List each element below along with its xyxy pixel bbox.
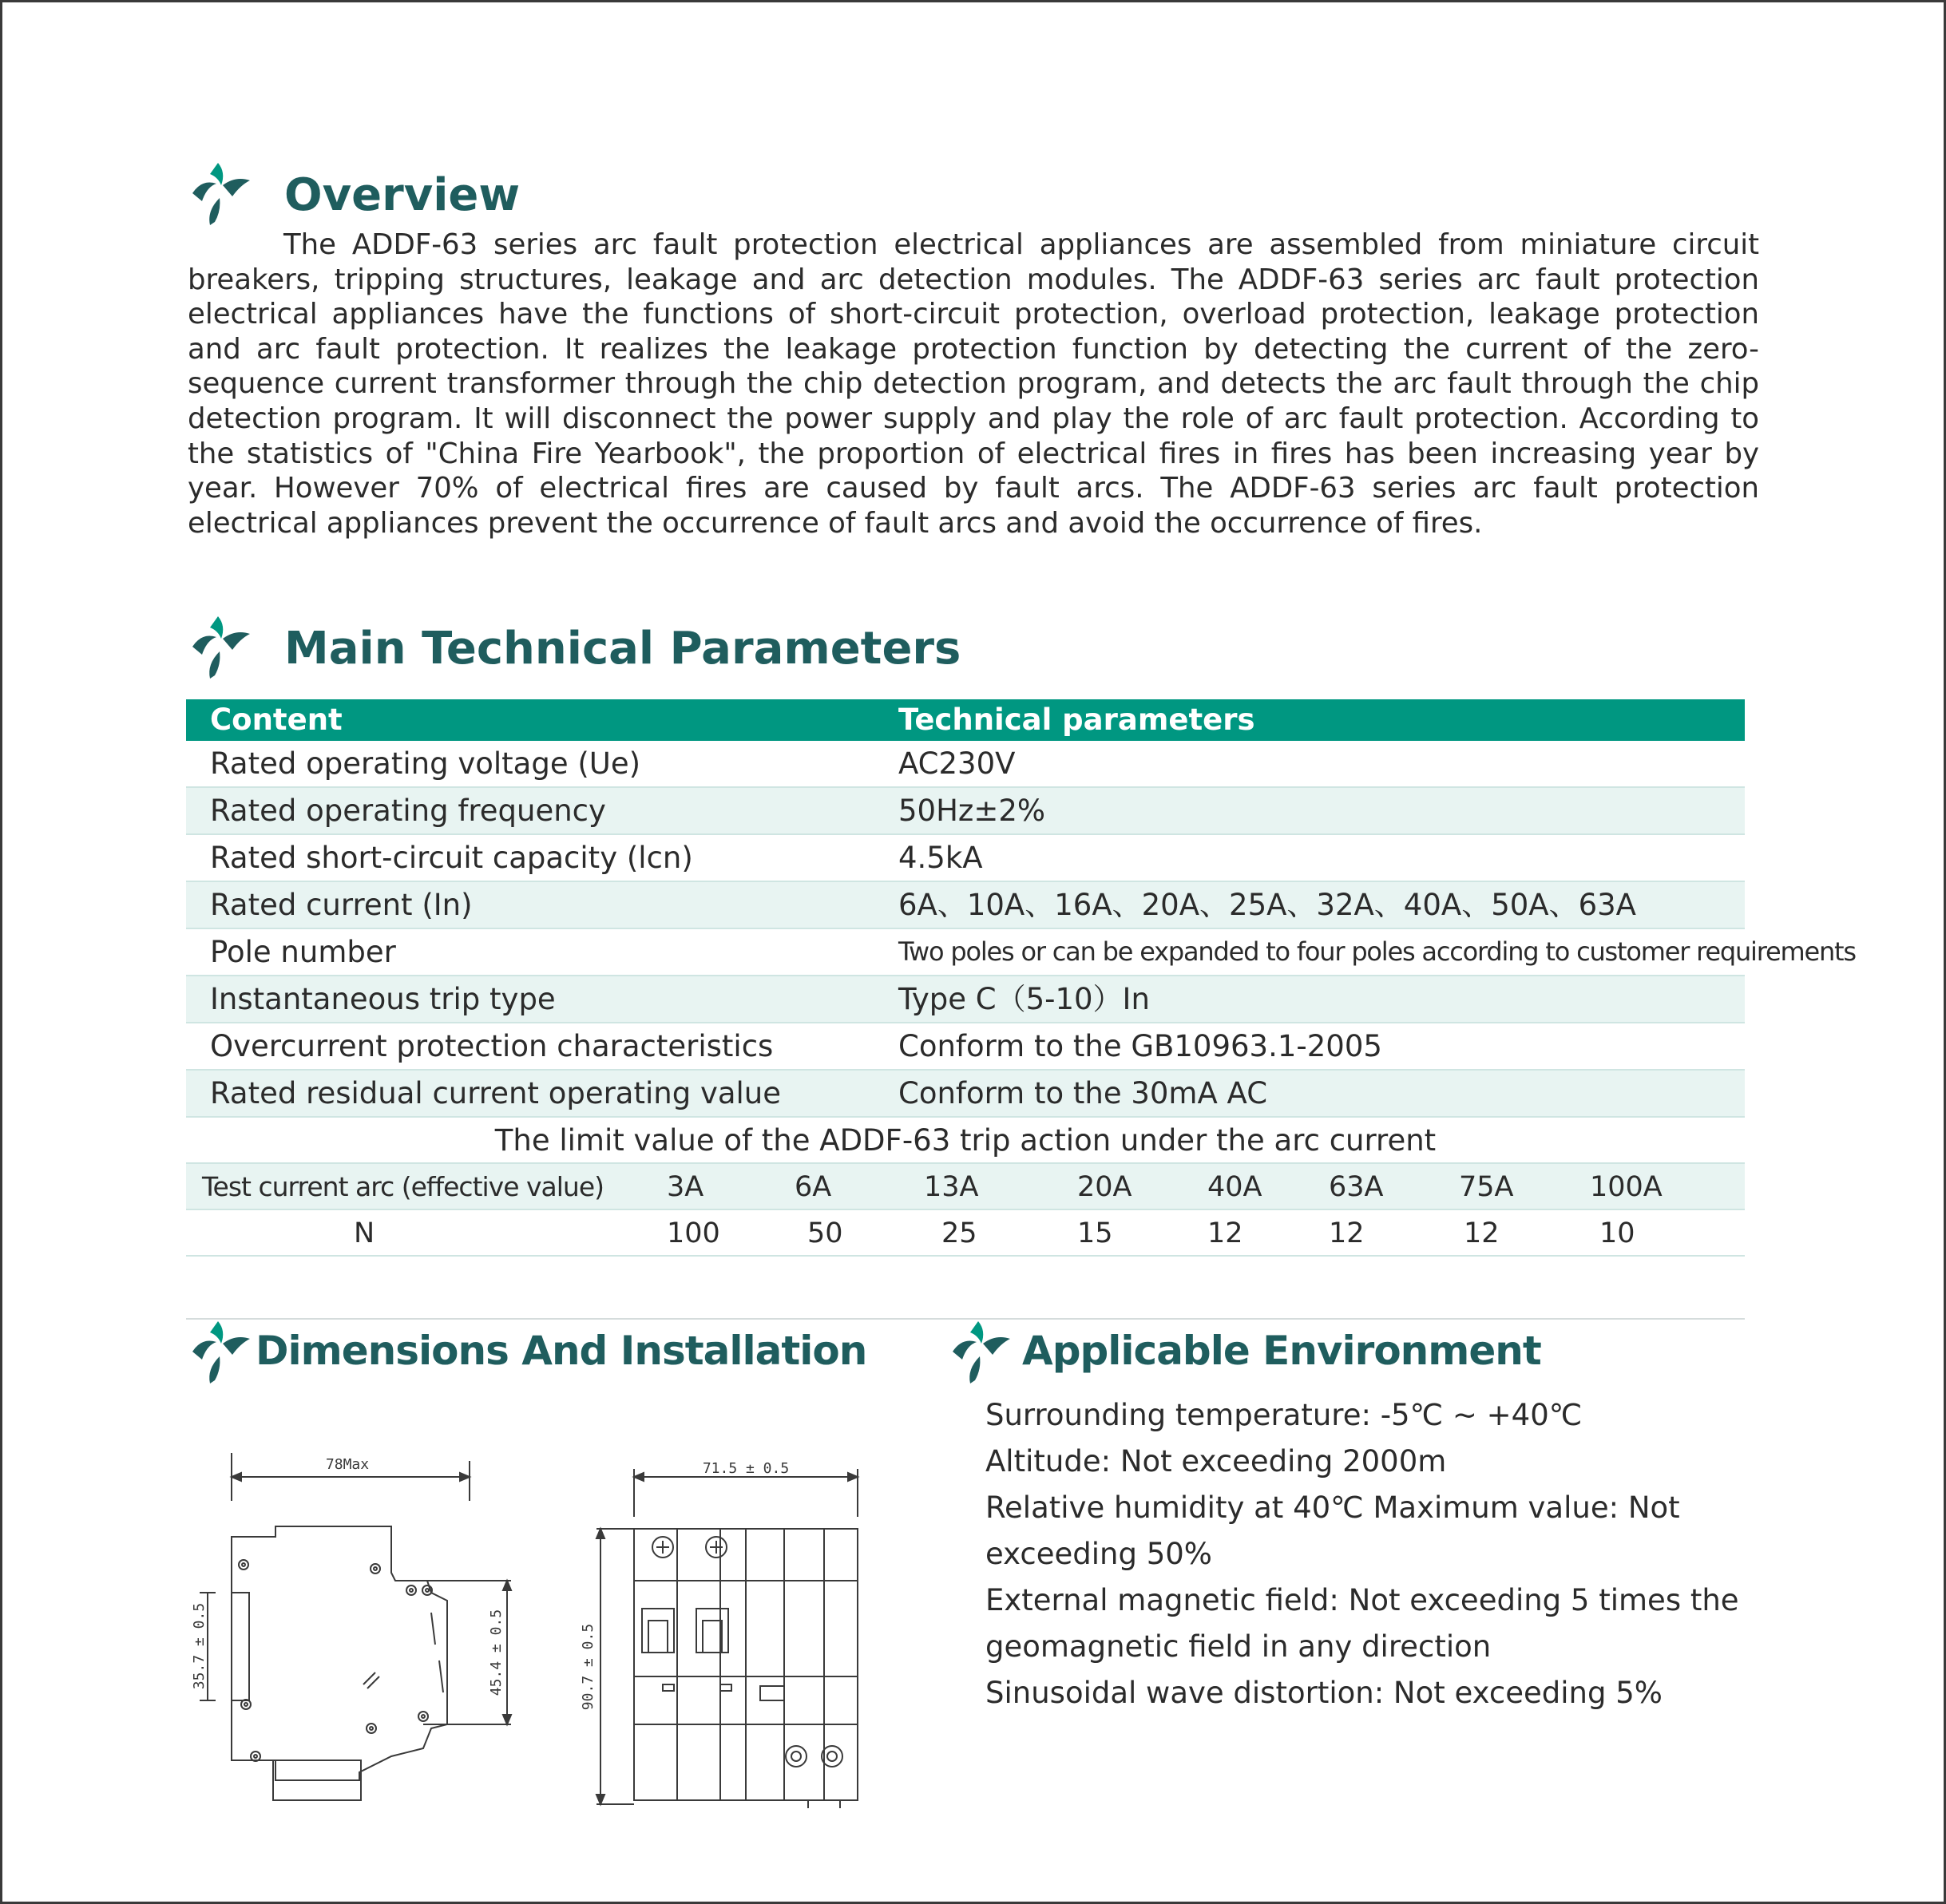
n-value-cell: 15 (1077, 1217, 1113, 1249)
n-value-cell: 10 (1599, 1217, 1635, 1249)
column-header-technical-parameters: Technical parameters (898, 703, 1255, 737)
brand-leaf-icon (186, 161, 253, 228)
row-content: Rated residual current operating value (210, 1076, 782, 1110)
row-value: 4.5kA (898, 841, 983, 875)
arc-current-cell: 40A (1207, 1171, 1262, 1203)
environment-item: Sinusoidal wave distortion: Not exceeding 5% (985, 1676, 1663, 1710)
row-content: Rated current (In) (210, 888, 473, 922)
parameters-table (186, 699, 1856, 1257)
environment-heading: Applicable Environment (1022, 1328, 1541, 1374)
n-value-cell: 12 (1207, 1217, 1243, 1249)
arc-current-cell: 6A (795, 1171, 832, 1203)
table-row (186, 976, 1745, 1023)
arc-current-cell: 100A (1590, 1171, 1663, 1203)
n-value-row (186, 1210, 1745, 1257)
environment-item: Relative humidity at 40℃ Maximum value: Not exceeding 50% (985, 1490, 1680, 1571)
table-header (186, 699, 1745, 741)
table-row (186, 929, 1856, 976)
row-value: 50Hz±2% (898, 794, 1046, 828)
side-depth-label: 45.4 ± 0.5 (488, 1609, 505, 1696)
n-value-cell: 25 (941, 1217, 977, 1249)
front-width-label: 71.5 ± 0.5 (702, 1460, 790, 1477)
table-row (186, 1071, 1745, 1118)
row-value: 6A、10A、16A、20A、25A、32A、40A、50A、63A (898, 888, 1636, 922)
brand-leaf-icon (186, 615, 253, 682)
side-view-drawing (184, 1453, 543, 1820)
arc-current-label: Test current arc (effective value) (202, 1171, 604, 1202)
environment-item: Altitude: Not exceeding 2000m (985, 1444, 1447, 1478)
table-row (186, 882, 1745, 929)
row-content: Pole number (210, 935, 396, 969)
row-value: Conform to the 30mA AC (898, 1076, 1268, 1110)
brand-leaf-icon (186, 1320, 253, 1387)
table-row (186, 1023, 1745, 1071)
row-value: AC230V (898, 746, 1016, 781)
row-content: Instantaneous trip type (210, 982, 556, 1016)
n-value-cell: 100 (667, 1217, 720, 1249)
n-label: N (354, 1217, 375, 1249)
side-width-label: 78Max (325, 1456, 370, 1473)
column-header-content: Content (210, 703, 343, 737)
arc-current-cell: 20A (1077, 1171, 1132, 1203)
row-content: Rated short-circuit capacity (lcn) (210, 841, 693, 875)
arc-current-cell: 13A (924, 1171, 979, 1203)
limit-value-title-row (186, 1118, 1745, 1164)
limit-value-title: The limit value of the ADDF-63 trip action under the arc current (494, 1123, 1437, 1158)
environment-item: External magnetic field: Not exceeding 5 times the geomagnetic field in any direction (985, 1583, 1739, 1664)
arc-current-cell: 3A (667, 1171, 704, 1203)
row-value: Two poles or can be expanded to four poles according to customer requirements (898, 936, 1856, 967)
row-value: Conform to the GB10963.1-2005 (898, 1029, 1382, 1063)
front-view-drawing (569, 1453, 872, 1820)
overview-paragraph: The ADDF-63 series arc fault protection electrical appliances are assembled from miniature circuit breakers, tripping structures, leakage and arc detection modules. The ADDF-63 series arc fault protection electrical appliances have the functions of short-circuit protection, overload protection, leakage protection and arc fault protection. It realizes the leakage protection function by detecting the current of the zero-sequence current transformer through the chip detection program, and detects the arc fault through the chip detection program. It will disconnect the power supply and play the role of arc fault protection. According to the statistics of "China Fire Yearbook", the proportion of electrical fires in fires has been increasing year by year. However 70% of electrical fires are caused by fault arcs. The ADDF-63 series arc fault protection electrical appliances prevent the occurrence of fault arcs and avoid the occurrence of fires. (188, 228, 1759, 540)
table-row (186, 835, 1745, 882)
environment-item: Surrounding temperature: -5℃ ~ +40℃ (985, 1398, 1583, 1432)
row-content: Rated operating voltage (Ue) (210, 746, 641, 781)
parameters-heading: Main Technical Parameters (284, 623, 961, 675)
table-row (186, 741, 1745, 788)
overview-heading: Overview (284, 169, 521, 221)
brand-leaf-icon (946, 1320, 1013, 1387)
arc-current-cell: 63A (1329, 1171, 1384, 1203)
row-content: Rated operating frequency (210, 794, 606, 828)
dimensions-heading: Dimensions And Installation (256, 1328, 867, 1374)
arc-current-cell: 75A (1459, 1171, 1514, 1203)
row-content: Overcurrent protection characteristics (210, 1029, 774, 1063)
n-value-cell: 12 (1329, 1217, 1365, 1249)
side-rail-label: 35.7 ± 0.5 (191, 1602, 208, 1690)
table-row (186, 788, 1745, 835)
row-value: Type C（5-10）In (898, 982, 1150, 1016)
n-value-cell: 50 (807, 1217, 843, 1249)
environment-list (985, 1392, 1768, 1716)
arc-current-row (186, 1164, 1745, 1210)
n-value-cell: 12 (1464, 1217, 1500, 1249)
front-height-label: 90.7 ± 0.5 (580, 1623, 596, 1711)
